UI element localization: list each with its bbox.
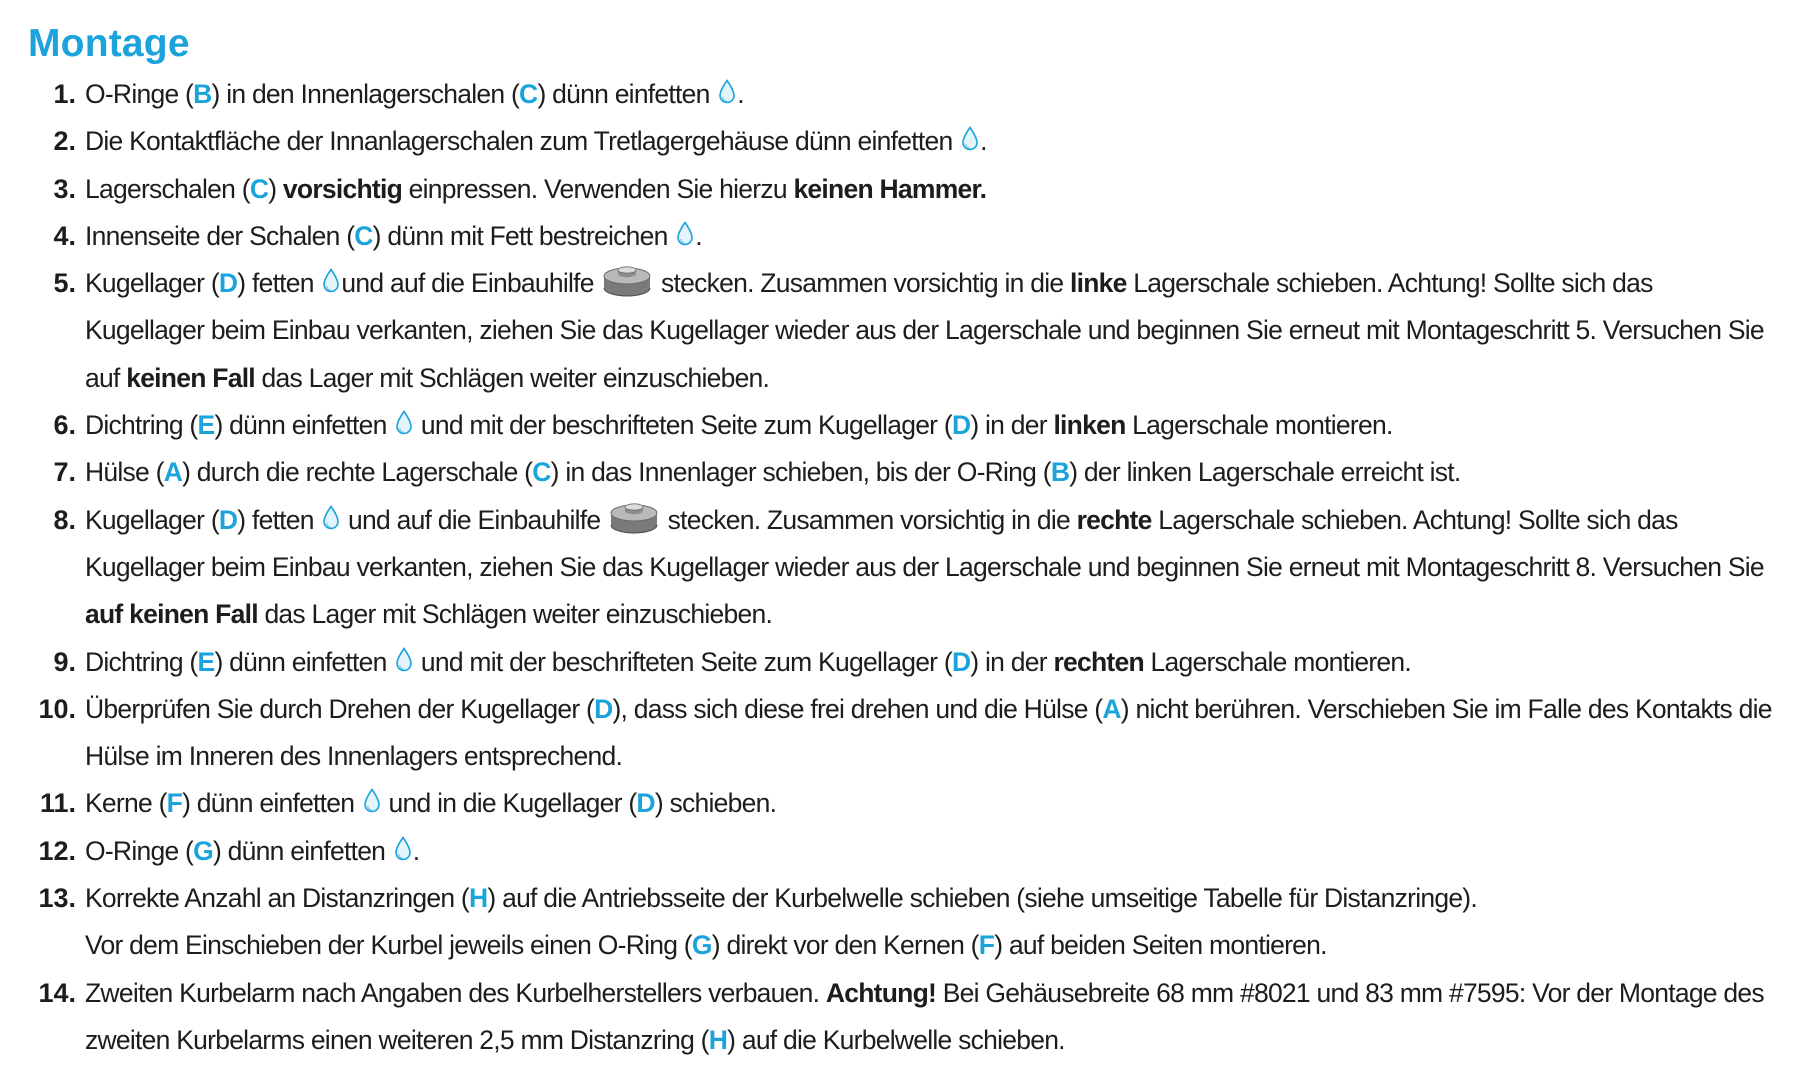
step-item (28, 639, 1780, 686)
grease-drop-icon (676, 221, 694, 247)
step-number: 1. (53, 79, 76, 109)
step-text-segment: ) auf die Antriebsseite der Kurbelwelle schieben (siehe umseitige Tabelle für Distanzringe). (487, 883, 1477, 914)
step-item (28, 71, 1780, 118)
step-text-segment: Lagerschale schieben. Achtung! Sollte sich das Kugellager beim Einbau verkanten, ziehen Sie das Kugellager wieder aus der Lagerschale und beginnen Sie erneut mit Montageschritt 5. Versuchen Sie auf (85, 268, 1764, 393)
step-text-segment: ) direkt vor den Kernen ( (711, 930, 979, 961)
assembly-steps-list (28, 71, 1780, 1064)
step-text-segment: einpressen. Verwenden Sie hierzu (402, 173, 794, 204)
step-text-segment: ) in der (970, 646, 1054, 677)
step-text (85, 875, 1780, 970)
step-text-segment: ) dünn einfetten (537, 79, 717, 109)
step-number: 2. (53, 126, 76, 157)
emphasis-text: auf keinen Fall (85, 599, 258, 630)
step-text (85, 260, 1780, 402)
step-text-segment: ) nicht berühren. Verschieben Sie im Falle des Kontakts die Hülse im Inneren des Innenlagers entsprechend. (85, 693, 1772, 772)
step-text (85, 402, 1780, 449)
grease-drop-icon (718, 79, 736, 105)
step-text-segment: und auf die Einbauhilfe (341, 268, 601, 299)
step-item (28, 166, 1780, 213)
emphasis-text: keinen Hammer. (793, 173, 987, 204)
step-text-segment: Kugellager ( (85, 268, 219, 299)
part-reference-letter: C (249, 173, 269, 204)
part-reference-letter: D (951, 646, 971, 677)
step-number: 13. (38, 883, 76, 914)
step-text-segment: Kerne ( (85, 788, 167, 819)
step-text-segment: ) auf die Kurbelwelle schieben. (727, 1024, 1065, 1055)
step-text-segment: ) schieben. (654, 788, 777, 819)
step-text-segment: ) der linken Lagerschale erreicht ist. (1069, 457, 1461, 488)
step-item (28, 497, 1780, 639)
step-text-segment: und in die Kugellager ( (381, 788, 637, 819)
emphasis-text: rechte (1076, 504, 1152, 535)
step-text-segment: ) in das Innenlager schieben, bis der O-Ring ( (550, 457, 1051, 488)
grease-drop-icon (395, 410, 413, 436)
step-text-segment: Innenseite der Schalen ( (85, 220, 355, 251)
part-reference-letter: A (163, 457, 183, 488)
step-number: 5. (53, 268, 76, 299)
emphasis-text: linke (1069, 268, 1127, 299)
part-reference-letter: D (594, 693, 613, 724)
step-text (85, 166, 1780, 213)
grease-drop-icon (395, 647, 413, 673)
step-text-segment: Überprüfen Sie durch Drehen der Kugellager ( (85, 693, 595, 724)
step-number: 6. (53, 410, 76, 441)
step-item (28, 260, 1780, 402)
step-text-segment: Dichtring ( (85, 410, 198, 441)
step-text-segment: ) dünn mit Fett bestreichen (372, 220, 675, 251)
step-text-segment: Dichtring ( (85, 646, 198, 677)
step-item (28, 118, 1780, 165)
grease-drop-icon (322, 505, 340, 531)
part-reference-letter: D (951, 410, 971, 441)
step-number: 7. (53, 457, 76, 488)
step-item (28, 213, 1780, 260)
part-reference-letter: A (1102, 693, 1121, 724)
mounting-tool-icon (602, 263, 652, 299)
step-text-segment: Kugellager ( (85, 504, 219, 535)
step-text-segment: ) (268, 173, 283, 204)
part-reference-letter: C (354, 220, 373, 251)
emphasis-text: Achtung! (825, 977, 937, 1008)
step-text-segment: ) fetten (237, 504, 321, 535)
step-text (85, 970, 1780, 1065)
step-number: 8. (53, 504, 76, 535)
step-text (85, 497, 1780, 639)
step-text-segment: O-Ringe ( (85, 835, 194, 866)
step-text (85, 71, 1780, 118)
step-number: 10. (38, 693, 76, 724)
step-number: 12. (38, 835, 76, 866)
part-reference-letter: G (193, 835, 213, 866)
step-text-segment: und mit der beschrifteten Seite zum Kugellager ( (414, 646, 952, 677)
part-reference-letter: H (708, 1024, 728, 1055)
step-text (85, 639, 1780, 686)
step-item (28, 449, 1780, 496)
part-reference-letter: F (978, 930, 995, 961)
step-text-segment: ) auf beiden Seiten montieren. (994, 930, 1327, 961)
part-reference-letter: C (532, 457, 551, 488)
step-text (85, 828, 1780, 875)
mounting-tool-icon (609, 500, 659, 536)
step-text-segment: ) in den Innenlagerschalen ( (211, 79, 520, 109)
step-item (28, 970, 1780, 1065)
step-number: 9. (53, 646, 76, 677)
step-text-segment: ) durch die rechte Lagerschale ( (182, 457, 533, 488)
step-text-segment: ) dünn einfetten (213, 835, 392, 866)
emphasis-text: vorsichtig (282, 173, 403, 204)
step-text-segment: ) in der (970, 410, 1054, 441)
step-text-segment: und auf die Einbauhilfe (341, 504, 607, 535)
step-text (85, 449, 1780, 496)
step-item (28, 686, 1780, 781)
part-reference-letter: C (519, 79, 538, 109)
part-reference-letter: D (218, 268, 238, 299)
step-text-segment: O-Ringe ( (85, 79, 194, 109)
step-text (85, 118, 1780, 165)
step-text (85, 780, 1780, 827)
grease-drop-icon (961, 126, 979, 152)
step-item (28, 402, 1780, 449)
part-reference-letter: G (691, 930, 712, 961)
step-item (28, 875, 1780, 970)
part-reference-letter: E (197, 410, 215, 441)
part-reference-letter: H (469, 883, 488, 914)
step-number: 4. (53, 220, 76, 251)
step-number: 14. (38, 977, 76, 1008)
step-text-segment: ), dass sich diese frei drehen und die Hülse ( (612, 693, 1103, 724)
step-text-segment: Lagerschalen ( (85, 173, 250, 204)
step-text-segment: das Lager mit Schlägen weiter einzuschieben. (254, 362, 770, 393)
part-reference-letter: E (197, 646, 215, 677)
step-text-segment: und mit der beschrifteten Seite zum Kugellager ( (414, 410, 952, 441)
part-reference-letter: D (218, 504, 238, 535)
emphasis-text: linken (1053, 410, 1126, 441)
step-text-segment: . (980, 126, 987, 157)
step-text-segment: Lagerschale montieren. (1125, 410, 1393, 441)
step-text-segment: stecken. Zusammen vorsichtig in die (661, 504, 1077, 535)
step-item (28, 828, 1780, 875)
step-text-segment: Bei Gehäusebreite 68 mm #8021 und 83 mm #7595: Vor der Montage des zweiten Kurbelarms einen weiteren 2,5 mm Distanzring ( (85, 977, 1764, 1055)
step-text-segment: stecken. Zusammen vorsichtig in die (654, 268, 1070, 299)
page-title: Montage (28, 22, 190, 65)
part-reference-letter: F (166, 788, 183, 819)
step-text-segment: Lagerschale montieren. (1143, 646, 1411, 677)
step-item (28, 780, 1780, 827)
grease-drop-icon (322, 268, 340, 294)
step-text-segment: ) dünn einfetten (214, 410, 394, 441)
step-text-segment: . (695, 220, 702, 251)
emphasis-text: keinen Fall (126, 362, 255, 393)
step-text-segment: . (737, 79, 744, 109)
step-text-segment: ) dünn einfetten (182, 788, 361, 819)
part-reference-letter: B (1050, 457, 1070, 488)
part-reference-letter: B (193, 79, 212, 109)
step-text-segment: Lagerschale schieben. Achtung! Sollte sich das Kugellager beim Einbau verkanten, ziehen Sie das Kugellager wieder aus der Lagerschale und beginnen Sie erneut mit Montageschritt 8. Versuchen Sie (85, 504, 1764, 582)
step-text-segment: Korrekte Anzahl an Distanzringen ( (85, 883, 469, 914)
step-text-segment: das Lager mit Schlägen weiter einzuschieben. (257, 599, 773, 630)
step-text-segment: ) fetten (237, 268, 321, 299)
step-text-segment: Hülse ( (85, 457, 164, 488)
step-text-segment: ) dünn einfetten (214, 646, 394, 677)
step-text-segment: . (412, 835, 420, 866)
step-text-segment: Zweiten Kurbelarm nach Angaben des Kurbelherstellers verbauen. (85, 977, 826, 1008)
step-text-segment: Vor dem Einschieben der Kurbel jeweils einen O-Ring ( (85, 930, 692, 961)
step-text (85, 686, 1780, 781)
part-reference-letter: D (636, 788, 655, 819)
step-number: 3. (53, 173, 76, 204)
step-text (85, 213, 1780, 260)
grease-drop-icon (363, 788, 381, 814)
grease-drop-icon (394, 836, 412, 862)
step-text-segment: Die Kontaktfläche der Innanlagerschalen zum Tretlagergehäuse dünn einfetten (85, 126, 960, 157)
emphasis-text: rechten (1053, 646, 1144, 677)
step-number: 11. (39, 788, 76, 819)
